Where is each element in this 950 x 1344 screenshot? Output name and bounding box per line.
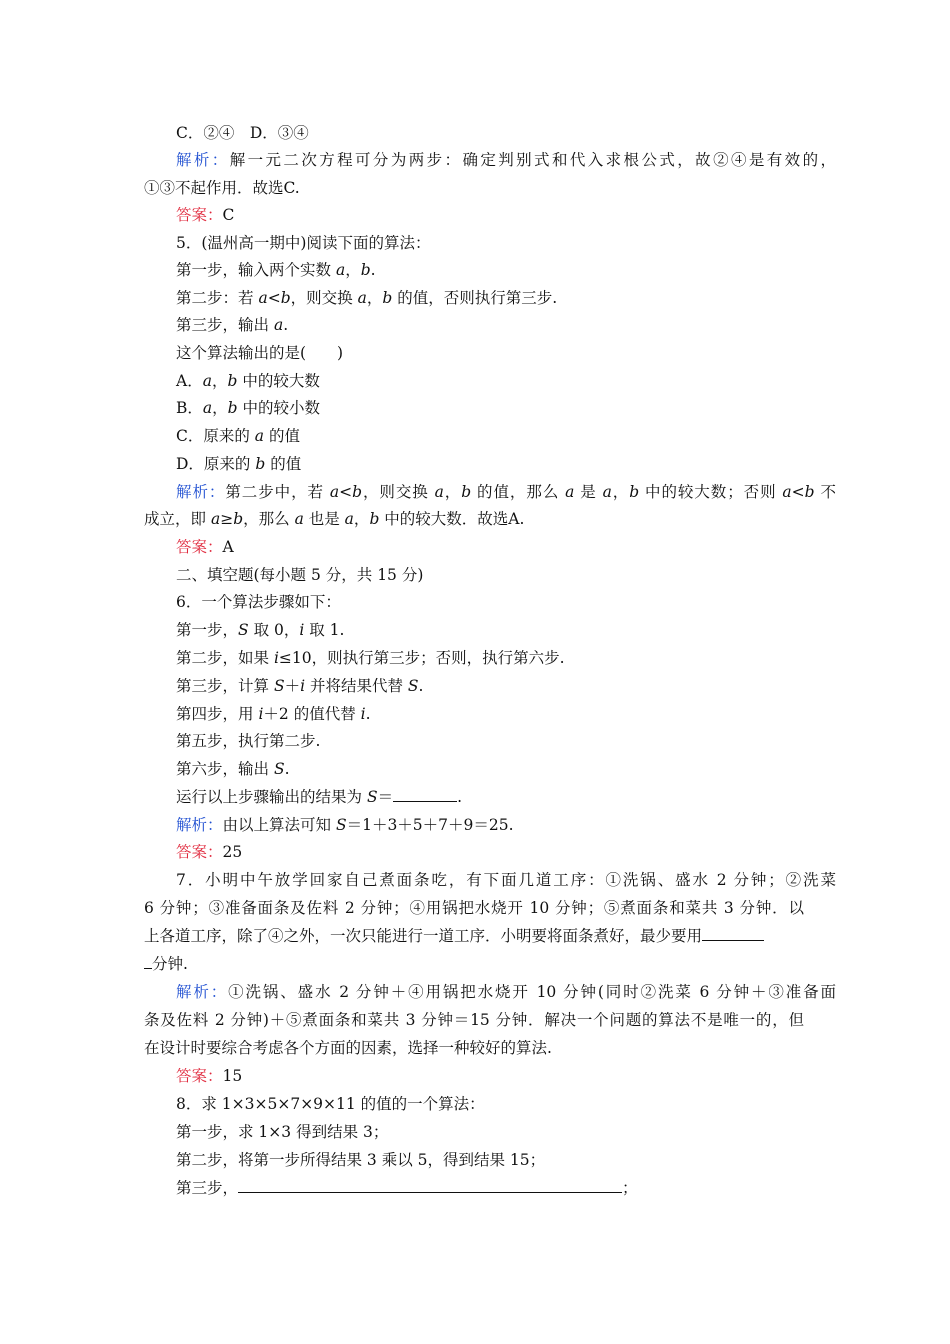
math-variable: b — [227, 372, 238, 390]
math-variable: b — [280, 289, 291, 307]
math-variable: S — [273, 760, 285, 778]
math-variable: a — [273, 316, 284, 334]
math-variable: b — [352, 483, 363, 501]
math-variable: S — [238, 621, 249, 639]
text-line: 运行以上步骤输出的结果为 S＝ . — [176, 788, 463, 806]
text-line: 答案：A — [176, 538, 234, 556]
fill-in-blank — [238, 1178, 622, 1193]
fill-in-blank — [393, 787, 457, 802]
analysis-label: 解析： — [176, 151, 230, 169]
text-line: 条及佐料 2 分钟)＋⑤煮面条和菜共 3 分钟＝15 分钟．解决一个问题的算法不是唯一的，但 — [144, 1011, 804, 1029]
math-variable: a — [210, 510, 221, 528]
math-variable: a — [258, 289, 268, 307]
math-variable: b — [360, 261, 371, 279]
text-line: 第三步，计算 S＋i 并将结果代替 S. — [176, 677, 424, 695]
math-variable: b — [461, 483, 472, 501]
text-line: B．a，b 中的较小数 — [176, 399, 321, 417]
math-variable: S — [407, 677, 419, 695]
text-line: 5．(温州高一期中)阅读下面的算法： — [176, 234, 431, 252]
text-line: ①③不起作用．故选C. — [144, 179, 300, 197]
text-line: 解析：①洗锅、盛水 2 分钟＋④用锅把水烧开 10 分钟(同时②洗菜 6 分钟＋③准备面 — [176, 983, 836, 1001]
math-variable: a — [335, 261, 346, 279]
math-variable: S — [273, 677, 285, 695]
math-variable: a — [202, 372, 212, 390]
text-line: 第五步，执行第二步. — [176, 732, 321, 750]
text-line: 答案：C — [176, 206, 235, 224]
math-variable: a — [357, 289, 367, 307]
text-line: 第一步，S 取 0，i 取 1. — [176, 621, 345, 639]
math-variable: b — [629, 483, 640, 501]
text-line: 分钟. — [144, 953, 188, 975]
text-line: 6．一个算法步骤如下： — [176, 593, 341, 611]
math-variable: i — [273, 649, 279, 667]
text-line: 在设计时要综合考虑各个方面的因素，选择一种较好的算法. — [144, 1039, 552, 1057]
math-variable: a — [344, 510, 354, 528]
text-line: C．原来的 a 的值 — [176, 427, 300, 445]
text-line: C．②④ D．③④ — [176, 124, 309, 142]
math-variable: a — [565, 483, 575, 501]
text-line: 成立，即 a≥b，那么 a 也是 a，b 中的较大数．故选A. — [144, 510, 525, 528]
text-line: 第三步，输出 a. — [176, 316, 289, 334]
answer-label: 答案： — [176, 843, 223, 861]
text-line: 第四步，用 i＋2 的值代替 i. — [176, 705, 371, 723]
text-line: 第二步，将第一步所得结果 3 乘以 5，得到结果 15； — [176, 1151, 546, 1169]
text-line: 第二步，如果 i≤10，则执行第三步；否则，执行第六步. — [176, 649, 565, 667]
text-line: 解析：解一元二次方程可分为两步：确定判别式和代入求根公式，故②④是有效的， — [176, 151, 836, 169]
math-variable: S — [335, 816, 347, 834]
math-variable: b — [382, 289, 393, 307]
text-line: 第六步，输出 S. — [176, 760, 290, 778]
math-variable: b — [804, 483, 815, 501]
answer-label: 答案： — [176, 538, 223, 556]
math-variable: a — [602, 483, 612, 501]
math-variable: a — [202, 399, 213, 417]
analysis-label: 解析： — [176, 983, 229, 1001]
text-line: 第一步，求 1×3 得到结果 3； — [176, 1123, 389, 1141]
text-line: 答案：15 — [176, 1067, 243, 1085]
text-line: 7．小明中午放学回家自己煮面条吃，有下面几道工序：①洗锅、盛水 2 分钟；②洗菜 — [176, 871, 836, 889]
text-line: 8．求 1×3×5×7×9×11 的值的一个算法： — [176, 1095, 485, 1113]
math-variable: a — [434, 483, 444, 501]
answer-label: 答案： — [176, 206, 223, 224]
math-variable: a — [254, 427, 265, 445]
text-line: 第二步：若 a<b，则交换 a，b 的值，否则执行第三步. — [176, 289, 558, 307]
math-variable: i — [300, 677, 306, 695]
text-line: 第一步，输入两个实数 a，b. — [176, 261, 376, 279]
text-line: 6 分钟；③准备面条及佐料 2 分钟；④用锅把水烧开 10 分钟；⑤煮面条和菜共 3 分钟．以 — [144, 899, 804, 917]
math-variable: a — [329, 483, 340, 501]
text-line: 第三步， ； — [176, 1179, 638, 1197]
math-variable: b — [255, 455, 266, 473]
text-line: D．原来的 b 的值 — [176, 455, 302, 473]
math-variable: i — [258, 705, 264, 723]
answer-label: 答案： — [176, 1067, 223, 1085]
text-line: 上各道工序，除了④之外，一次只能进行一道工序．小明要将面条煮好，最少要用 — [144, 925, 764, 947]
text-line: A．a，b 中的较大数 — [176, 372, 320, 390]
text-line: 二、填空题(每小题 5 分，共 15 分) — [176, 566, 424, 584]
math-variable: S — [366, 788, 378, 806]
fill-in-blank — [144, 954, 152, 969]
text-line: 解析：第二步中，若 a<b，则交换 a，b 的值，那么 a 是 a，b 中的较大数；否则 a<b 不 — [176, 483, 836, 501]
math-variable: i — [360, 705, 366, 723]
math-variable: b — [233, 510, 244, 528]
text-line: 解析：由以上算法可知 S＝1＋3＋5＋7＋9＝25. — [176, 816, 514, 834]
math-variable: i — [299, 621, 305, 639]
analysis-label: 解析： — [176, 816, 223, 834]
text-line: 答案：25 — [176, 843, 243, 861]
math-variable: a — [782, 483, 792, 501]
math-variable: b — [227, 399, 238, 417]
math-variable: a — [294, 510, 304, 528]
text-line: 这个算法输出的是( ) — [176, 344, 344, 362]
fill-in-blank — [702, 926, 764, 941]
math-variable: b — [369, 510, 380, 528]
analysis-label: 解析： — [176, 483, 226, 501]
